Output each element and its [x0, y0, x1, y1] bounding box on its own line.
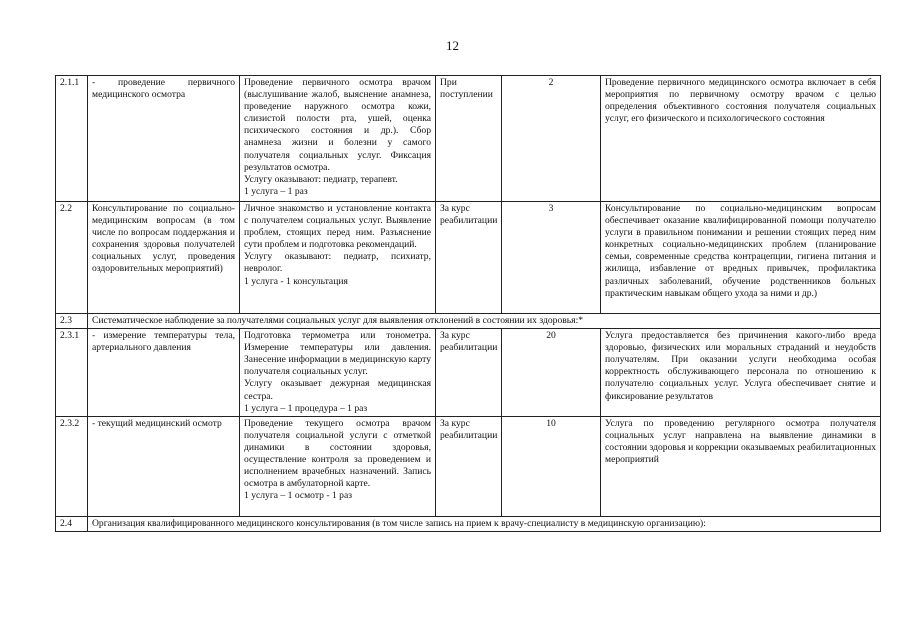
service-name: - проведение первичного медицинского осмотра: [88, 76, 240, 202]
service-result: Проведение первичного медицинского осмотра включает в себя мероприятия по первичному осмотру врачом с целью определения объективного состояния получателя социальных услуг, его физического и психологического состояния: [601, 76, 881, 202]
service-period: За курс реабилитации: [436, 202, 502, 314]
service-period: При поступлении: [436, 76, 502, 202]
service-result: Консультирование по социально-медицинским вопросам обеспечивает оказание квалифицированной помощи получателю услуги в правильном понимании и решении стоящих перед ним конкретных социально-медицинских проблем (планирование семьи, современные средства контрацепции, гигиена питания и жилища, избавление от вредных привычек, профилактика различных заболеваний, обучение родственников больных практическим навыкам общего ухода за ними и др.): [601, 202, 881, 314]
service-count: 2: [502, 76, 601, 202]
row-number: 2.3: [56, 314, 88, 329]
norm-text: 1 услуга - 1 консультация: [244, 275, 348, 287]
table-row: [56, 416, 881, 516]
service-name: Консультирование по социально-медицинским вопросам (в том числе по вопросам поддержания и сохранения здоровья получателей социальных услуг, проведения оздоровительных мероприятий): [88, 202, 240, 314]
norm-text: 1 услуга – 1 процедура – 1 раз: [244, 402, 368, 414]
service-description: [240, 202, 436, 314]
service-name: - текущий медицинский осмотр: [88, 416, 240, 516]
providers-text: Услугу оказывает дежурная медицинская сестра.: [244, 378, 431, 402]
description-text: Проведение первичного осмотра врачом (выслушивание жалоб, выяснение анамнеза, проведение наружного осмотра кожи, слизистой полости рта, ушей, оценка психического состояния и др.). Сбор анамнеза жизни и болезни у самого получателя социальных услуг. Фиксация результатов осмотра.: [244, 77, 431, 173]
services-table: [55, 75, 881, 532]
norm-text: 1 услуга – 1 раз: [244, 185, 308, 197]
service-name: - измерение температуры тела, артериального давления: [88, 329, 240, 417]
description-text: Подготовка термометра или тонометра. Измерение температуры или давления. Занесение информации в медицинскую карту получателя социальных услуг.: [244, 330, 431, 378]
table-row: [56, 516, 881, 531]
service-period: За курс реабилитации: [436, 329, 502, 417]
service-description: [240, 416, 436, 516]
service-result: Услуга предоставляется без причинения какого-либо вреда здоровью, физических или моральных страданий и неудобств получателям. При оказании услуги необходима особая корректность обслуживающего персонала по отношению к получателю социальных услуг. Услуга обеспечивает снятие и фиксирование результатов: [601, 329, 881, 417]
page-number: 12: [446, 38, 459, 53]
row-number: 2.3.2: [56, 416, 88, 516]
description-text: Проведение текущего осмотра врачом получателя социальной услуги с отметкой динамики в состоянии здоровья, осуществление контроля за проведением и исполнением врачебных назначений. Запись осмотра в амбулаторной карте.: [244, 417, 431, 490]
table-row: [56, 76, 881, 202]
service-period: За курс реабилитации: [436, 416, 502, 516]
service-description: [240, 76, 436, 202]
row-number: 2.3.1: [56, 329, 88, 417]
service-description: [240, 329, 436, 417]
table-row: [56, 202, 881, 314]
table-row: [56, 314, 881, 329]
service-count: 10: [502, 416, 601, 516]
row-number: 2.1.1: [56, 76, 88, 202]
section-heading: Организация квалифицированного медицинского консультирования (в том числе запись на прием к врачу-специалисту в медицинскую организацию):: [88, 516, 881, 531]
table-row: [56, 329, 881, 417]
norm-text: 1 услуга – 1 осмотр - 1 раз: [244, 490, 352, 502]
row-number: 2.2: [56, 202, 88, 314]
service-count: 20: [502, 329, 601, 417]
service-result: Услуга по проведению регулярного осмотра получателя социальных услуг направлена на выявление динамики в состоянии здоровья и коррекции оказываемых реабилитационных мероприятий: [601, 416, 881, 516]
providers-text: Услугу оказывают: педиатр, психиатр, невролог.: [244, 251, 431, 275]
service-count: 3: [502, 202, 601, 314]
row-number: 2.4: [56, 516, 88, 531]
providers-text: Услугу оказывают: педиатр, терапевт.: [244, 173, 398, 185]
section-heading: Систематическое наблюдение за получателями социальных услуг для выявления отклонений в состоянии их здоровья:*: [88, 314, 881, 329]
description-text: Личное знакомство и установление контакта с получателем социальных услуг. Выявление проблем, стоящих перед ним. Разъяснение сути проблем и подготовка рекомендаций.: [244, 203, 431, 251]
